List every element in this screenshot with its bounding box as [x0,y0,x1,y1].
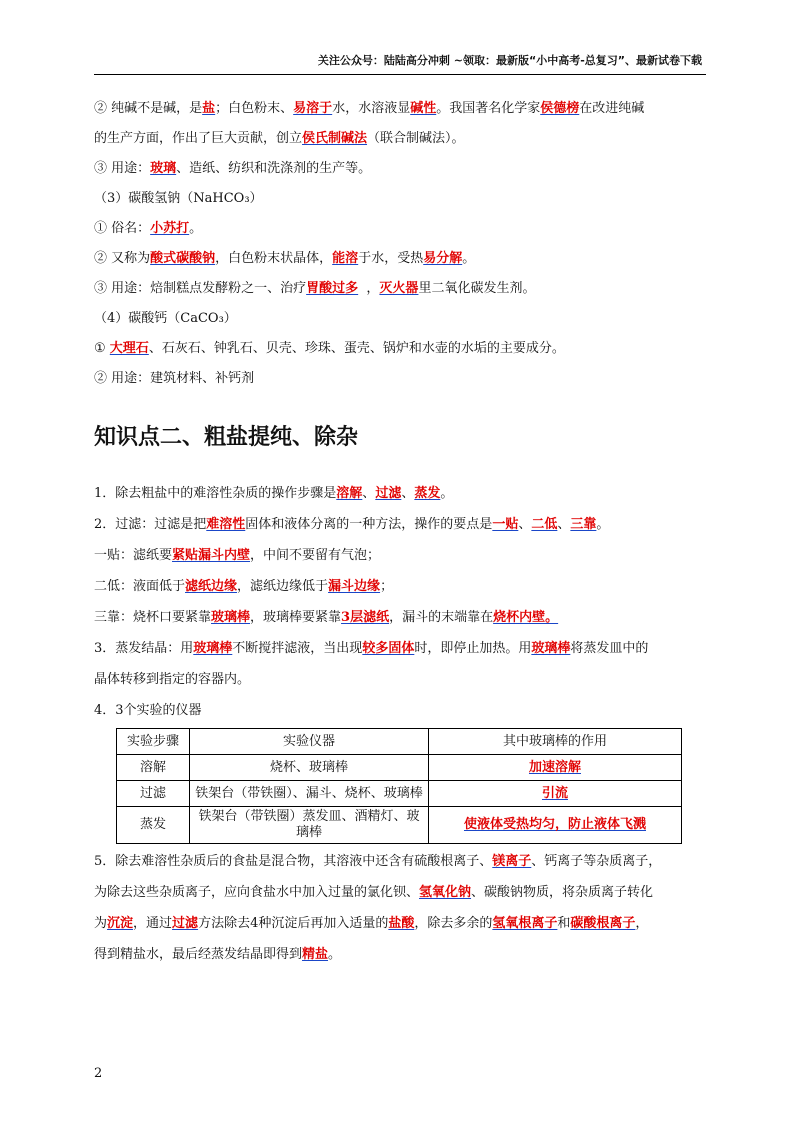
paragraph: 5．除去难溶性杂质后的食盐是混合物，其溶液中还含有硫酸根离子、镁离子、钙离子等杂质离子， [94,854,662,869]
paragraph: 一贴：滤纸要紧贴漏斗内壁，中间不要留有气泡； [94,548,381,563]
table-row [117,807,682,844]
answer-blank: 蒸发 [414,486,441,501]
answer-blank: 溶解 [336,486,363,501]
table-cell [429,755,682,781]
table-header-row [117,729,682,755]
answer-blank: 碱性 [410,101,437,116]
table-cell: 铁架台（带铁圈）蒸发皿、酒精灯、玻璃棒 [190,807,429,844]
answer-blank: 能溶 [332,251,359,266]
answer-blank: 玻璃 [150,161,177,176]
table-cell: 烧杯、玻璃棒 [190,755,429,781]
answer-blank: 过滤 [172,916,199,931]
answer-blank: 三靠 [570,517,597,532]
paragraph: ③ 用途：玻璃、造纸、纺织和洗涤剂的生产等。 [94,161,372,176]
answer-blank: 沉淀 [107,916,134,931]
answer-blank: 盐酸 [388,916,415,931]
answer-blank: 侯氏制碱法 [302,131,368,146]
subheading: （4）碳酸钙（CaCO₃） [94,311,237,326]
subheading: （3）碳酸氢钠（NaHCO₃） [94,191,263,206]
answer-blank: 3层滤纸 [341,610,390,625]
answer-blank: 玻璃棒 [193,641,233,656]
answer-blank: 酸式碳酸钠 [150,251,216,266]
section-title: 知识点二、粗盐提纯、除杂 [94,425,359,450]
answer-blank: 较多固体 [362,641,415,656]
answer-blank: 烧杯内壁。 [493,610,559,625]
paragraph: 二低：液面低于滤纸边缘，滤纸边缘低于漏斗边缘； [94,579,394,594]
answer-blank: 小苏打 [150,221,190,236]
answer-blank: 精盐 [302,947,329,962]
answer-blank: 二低 [531,517,558,532]
paragraph: 晶体转移到指定的容器内。 [94,672,251,687]
answer-blank: 玻璃棒 [211,610,251,625]
answer-blank: 易溶于 [293,101,333,116]
answer-blank: 使液体受热均匀，防止液体飞溅 [463,817,646,832]
paragraph: ② 纯碱不是碱，是盐；白色粉末、易溶于水，水溶液显碱性。我国著名化学家侯德榜在改进纯碱 [94,101,645,116]
document-body [94,94,706,970]
paragraph: 得到精盐水，最后经蒸发结晶即得到精盐。 [94,947,342,962]
paragraph: 三靠：烧杯口要紧靠玻璃棒，玻璃棒要紧靠3层滤纸，漏斗的末端靠在烧杯内壁。 [94,610,559,625]
page-number: 2 [94,1066,103,1081]
answer-blank: 过滤 [375,486,402,501]
answer-blank: 易分解 [423,251,463,266]
answer-blank: 大理石 [109,341,149,356]
table-cell: 铁架台（带铁圈）、漏斗、烧杯、玻璃棒 [190,781,429,807]
paragraph: 4．3个实验的仪器 [94,703,202,718]
column-header: 其中玻璃棒的作用 [429,729,682,755]
instrument-table [116,728,682,844]
paragraph: ③ 用途：焙制糕点发酵粉之一、治疗胃酸过多 ，灭火器里二氧化碳发生剂。 [94,281,536,296]
answer-blank: 氢氧化钠 [419,885,472,900]
paragraph: ① 大理石、石灰石、钟乳石、贝壳、珍珠、蛋壳、锅炉和水壶的水垢的主要成分。 [94,341,565,356]
answer-blank: 镁离子 [492,854,532,869]
answer-blank: 侯德榜 [540,101,580,116]
table-cell: 溶解 [117,755,190,781]
answer-blank: 漏斗边缘 [328,579,381,594]
table-row [117,755,682,781]
page-header: 关注公众号：陆陆高分冲刺 ~领取：最新版“小中高考-总复习”、最新试卷下载 [317,54,702,67]
header-divider [94,74,706,75]
answer-blank: 胃酸过多 [306,281,359,296]
answer-blank: 氢氧根离子 [492,916,558,931]
answer-blank: 引流 [541,785,568,801]
answer-blank: 滤纸边缘 [185,579,238,594]
paragraph: ② 用途：建筑材料、补钙剂 [94,371,255,386]
answer-blank: 加速溶解 [528,759,581,775]
column-header: 实验步骤 [117,729,190,755]
answer-blank: 灭火器 [379,281,419,296]
table-cell [429,781,682,807]
paragraph: 1．除去粗盐中的难溶性杂质的操作步骤是溶解、过滤、蒸发。 [94,486,454,501]
answer-blank: 难溶性 [206,517,246,532]
table-row [117,781,682,807]
column-header: 实验仪器 [190,729,429,755]
answer-blank: 盐 [202,101,216,116]
paragraph: 3．蒸发结晶：用玻璃棒不断搅拌滤液，当出现较多固体时，即停止加热。用玻璃棒将蒸发皿中的 [94,641,649,656]
paragraph: ① 俗名：小苏打。 [94,221,203,236]
answer-blank: 碳酸根离子 [570,916,636,931]
paragraph: 为除去这些杂质离子，应向食盐水中加入过量的氯化钡、氢氧化钠、碳酸钠物质，将杂质离子转化 [94,885,654,900]
answer-blank: 一贴 [492,517,519,532]
answer-blank: 紧贴漏斗内壁 [172,548,251,563]
answer-blank: 玻璃棒 [531,641,571,656]
paragraph: 为沉淀，通过过滤方法除去4种沉淀后再加入适量的盐酸，除去多余的氢氧根离子和碳酸根离子， [94,916,649,931]
table-cell [429,807,682,844]
paragraph: ② 又称为酸式碳酸钠，白色粉末状晶体，能溶于水，受热易分解。 [94,251,476,266]
paragraph: 的生产方面，作出了巨大贡献，创立侯氏制碱法（联合制碱法）。 [94,131,465,146]
table-cell: 过滤 [117,781,190,807]
table-cell: 蒸发 [117,807,190,844]
paragraph: 2．过滤：过滤是把难溶性固体和液体分离的一种方法，操作的要点是一贴、二低、三靠。 [94,517,610,532]
